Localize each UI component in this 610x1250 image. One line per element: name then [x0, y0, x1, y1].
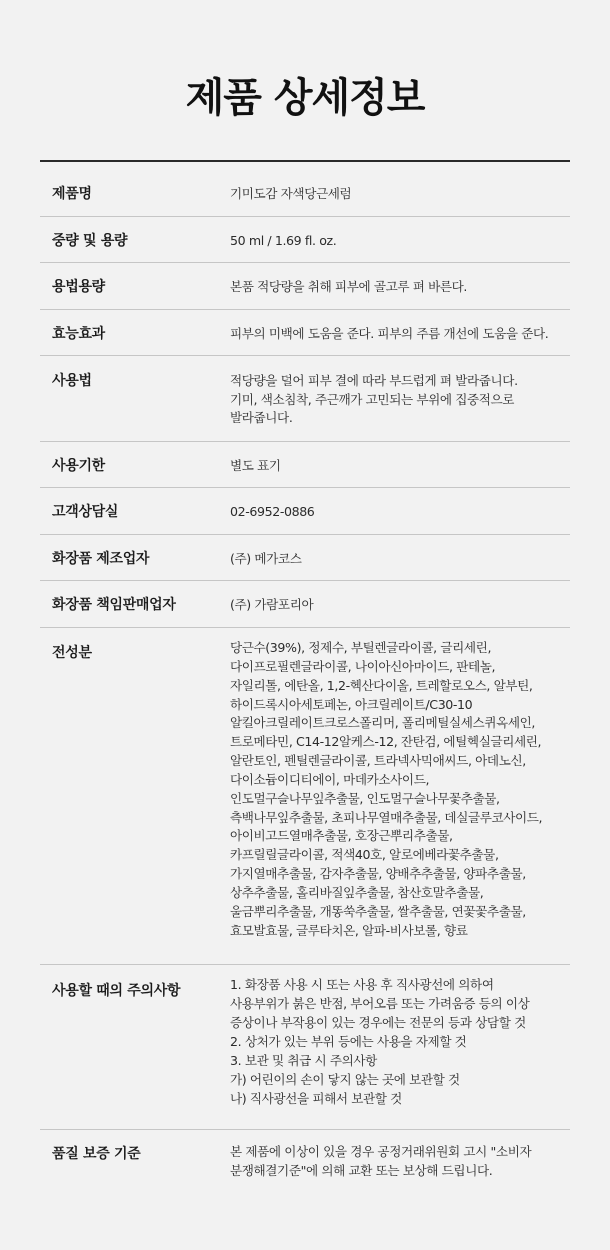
spec-label: 화장품 책임판매업자 [52, 597, 176, 613]
spec-row-usage [40, 356, 570, 442]
spec-value: 1. 화장품 사용 시 또는 사용 후 직사광선에 의하여 사용부위가 붉은 반점, 부어오름 또는 가려움증 등의 이상 증상이나 부작용이 있는 경우에는 전문의 등과 상담할 것 2. 상처가 있는 부위 등에는 사용을 자제할 것 3. 보관 및 취급 시 주의사항 가) 어린이의 손이 닿지 않는 곳에 보관할 것 나) 직사광선을 피해서 보관할 것 [230, 977, 530, 1106]
spec-label: 화장품 제조업자 [52, 551, 150, 567]
spec-value: 적당량을 덜어 피부 결에 따라 부드럽게 펴 발라줍니다. 기미, 색소침착, 주근깨가 고민되는 부위에 집중적으로 발라줍니다. [230, 373, 518, 426]
spec-label: 고객상담실 [52, 504, 119, 520]
spec-row-efficacy [40, 310, 570, 356]
spec-value: 피부의 미백에 도움을 준다. 피부의 주름 개선에 도움을 준다. [230, 326, 549, 341]
spec-value: 별도 표기 [230, 458, 281, 473]
spec-label: 효능효과 [52, 326, 105, 342]
spec-label: 사용할 때의 주의사항 [52, 983, 181, 999]
spec-row-ingredients [40, 628, 570, 965]
spec-value: 당근수(39%), 정제수, 부틸렌글라이콜, 글리세린, 다이프로필렌글라이콜, 나이아신아마이드, 판테놀, 자일리톨, 에탄올, 1,2-헥산다이올, 트레할로오스, 알부틴, 하이드록시아세토페논, 아크릴레이트/C30-10 알킬아크릴레이트크로스폴리머, 폴리메틸실세스퀴옥세인, 트로메타민, C14-12알케스-12, 잔탄검, 에틸헥실글리세린, 알란토인, 펜틸렌글라이콜, 트라넥사믹애씨드, 아데노신, 다이소듐이디티에이, 마데카소사이드, 인도멀구슬나무잎추출물, 인도멀구슬나무꽃추출물, 측백나무잎추출물, 초피나무열매추출물, 데실글루코사이드, 아이비고드열매추출물, 호장근뿌리추출물, 카프릴릴글라이콜, 적색40호, 알로에베라꽃추출물, 가지열매추출물, 감자추출물, 양배추추출물, 양파추출물, 상추추출물, 홀리바질잎추출물, 참산호말추출물, 울금뿌리추출물, 개똥쑥추출물, 쌀추출물, 연꽃꽃추출물, 효모발효물, 글루타치온, 알파-비사보롤, 향료 [230, 640, 543, 938]
spec-value: (주) 메가코스 [230, 551, 302, 566]
spec-label: 제품명 [52, 186, 92, 202]
spec-row-dosage [40, 263, 570, 310]
spec-value: 본품 적당량을 취해 피부에 골고루 펴 바른다. [230, 279, 468, 294]
spec-row-expiry [40, 442, 570, 488]
spec-label: 중량 및 용량 [52, 233, 128, 249]
spec-value: (주) 가람포리아 [230, 597, 314, 612]
spec-row-manufacturer [40, 535, 570, 581]
spec-row-precautions [40, 965, 570, 1130]
spec-label: 사용법 [52, 373, 92, 389]
spec-value: 02-6952-0886 [230, 504, 315, 519]
spec-value: 50 ml / 1.69 fl. oz. [230, 233, 337, 248]
spec-label: 용법용량 [52, 279, 105, 295]
spec-row-customer-center [40, 488, 570, 535]
spec-label: 품질 보증 기준 [52, 1146, 141, 1162]
spec-row-distributor [40, 581, 570, 628]
spec-label: 전성분 [52, 645, 92, 661]
page-title: 제품 상세정보 [185, 75, 425, 121]
spec-row-product-name [40, 162, 570, 217]
spec-label: 사용기한 [52, 458, 105, 474]
spec-row-quality-standard [40, 1130, 570, 1200]
spec-value: 기미도감 자색당근세럼 [230, 186, 352, 201]
spec-value: 본 제품에 이상이 있을 경우 공정거래위원회 고시 "소비자 분쟁해결기준"에 의해 교환 또는 보상해 드립니다. [230, 1144, 532, 1178]
spec-row-capacity [40, 217, 570, 263]
